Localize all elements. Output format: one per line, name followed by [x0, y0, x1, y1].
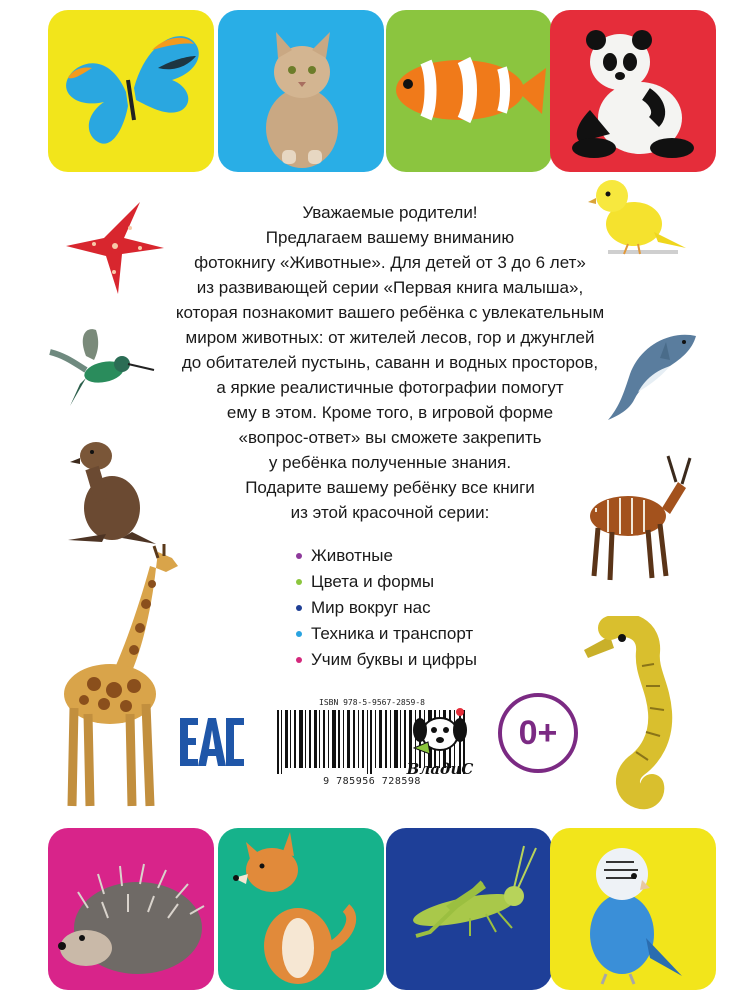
intro-line: у ребёнка полученные знания. [268, 453, 512, 472]
series-item [296, 569, 556, 595]
giraffe-image [54, 544, 200, 812]
bullet-icon [296, 605, 302, 611]
series-item [296, 543, 556, 569]
series-item-label: Мир вокруг нас [311, 598, 431, 617]
bongo-antelope-image [578, 452, 694, 584]
series-item [296, 647, 556, 673]
isbn-text: ISBN 978-5-9567-2859-8 [319, 698, 425, 707]
series-list [296, 543, 556, 673]
intro-text [175, 200, 605, 525]
seahorse-icon [580, 616, 684, 812]
intro-greeting: Уважаемые родители! [302, 203, 478, 222]
tile-budgerigar [550, 828, 716, 990]
intro-line: фотокнигу «Животные». Для детей от 3 до 6 лет» [194, 253, 586, 272]
intro-line: ему в этом. Кроме того, в игровой форме [226, 403, 554, 422]
tile-grasshopper [386, 828, 552, 990]
grasshopper-icon [386, 828, 552, 990]
hummingbird-image [46, 326, 156, 412]
giraffe-icon [54, 544, 200, 812]
intro-line: Подарите вашему ребёнку все книги [245, 478, 535, 497]
sea-lion-image [62, 434, 158, 546]
intro-line: которая познакомит вашего ребёнка с увлекательным [175, 303, 605, 322]
hummingbird-icon [46, 326, 156, 412]
tile-clownfish [386, 10, 552, 172]
barcode-digits: 9 785956 728598 [323, 776, 421, 787]
bullet-icon [296, 579, 302, 585]
dog-mascot-icon [398, 700, 482, 762]
tile-cat [218, 10, 384, 172]
series-item-label: Техника и транспорт [311, 624, 474, 643]
seahorse-image [580, 616, 684, 812]
cat-icon [218, 10, 384, 172]
intro-line: из развивающей серии «Первая книга малыша», [196, 278, 584, 297]
bullet-icon [296, 631, 302, 637]
publisher-logo [398, 700, 482, 780]
starfish-image [60, 198, 172, 298]
clownfish-icon [386, 10, 552, 172]
antelope-icon [578, 452, 694, 584]
tile-butterfly [48, 10, 214, 172]
dog-icon [218, 828, 384, 990]
butterfly-icon [48, 10, 214, 172]
tile-panda [550, 10, 716, 172]
sea-lion-icon [62, 434, 158, 546]
tile-shiba-inu [218, 828, 384, 990]
panda-icon [550, 10, 716, 172]
parrot-icon [550, 828, 716, 990]
intro-line: из этой красочной серии: [290, 503, 490, 522]
series-item-label: Животные [311, 546, 393, 565]
eac-certification-mark [178, 716, 246, 768]
age-rating-badge: 0+ [498, 693, 578, 773]
bullet-icon [296, 553, 302, 559]
series-item-label: Учим буквы и цифры [311, 650, 477, 669]
intro-line: Предлагаем вашему вниманию [265, 228, 515, 247]
series-item-label: Цвета и формы [311, 572, 435, 591]
starfish-icon [60, 198, 172, 298]
hedgehog-icon [48, 828, 214, 990]
intro-line: до обитателей пустынь, саванн и водных просторов, [181, 353, 599, 372]
intro-line: а яркие реалистичные фотографии помогут [216, 378, 564, 397]
publisher-name: ВладиС [406, 760, 474, 778]
bullet-icon [296, 657, 302, 663]
series-item [296, 595, 556, 621]
intro-line: миром животных: от жителей лесов, гор и джунглей [185, 328, 595, 347]
eac-icon [178, 716, 246, 768]
tile-hedgehog [48, 828, 214, 990]
intro-line: «вопрос-ответ» вы сможете закрепить [238, 428, 542, 447]
series-item [296, 621, 556, 647]
